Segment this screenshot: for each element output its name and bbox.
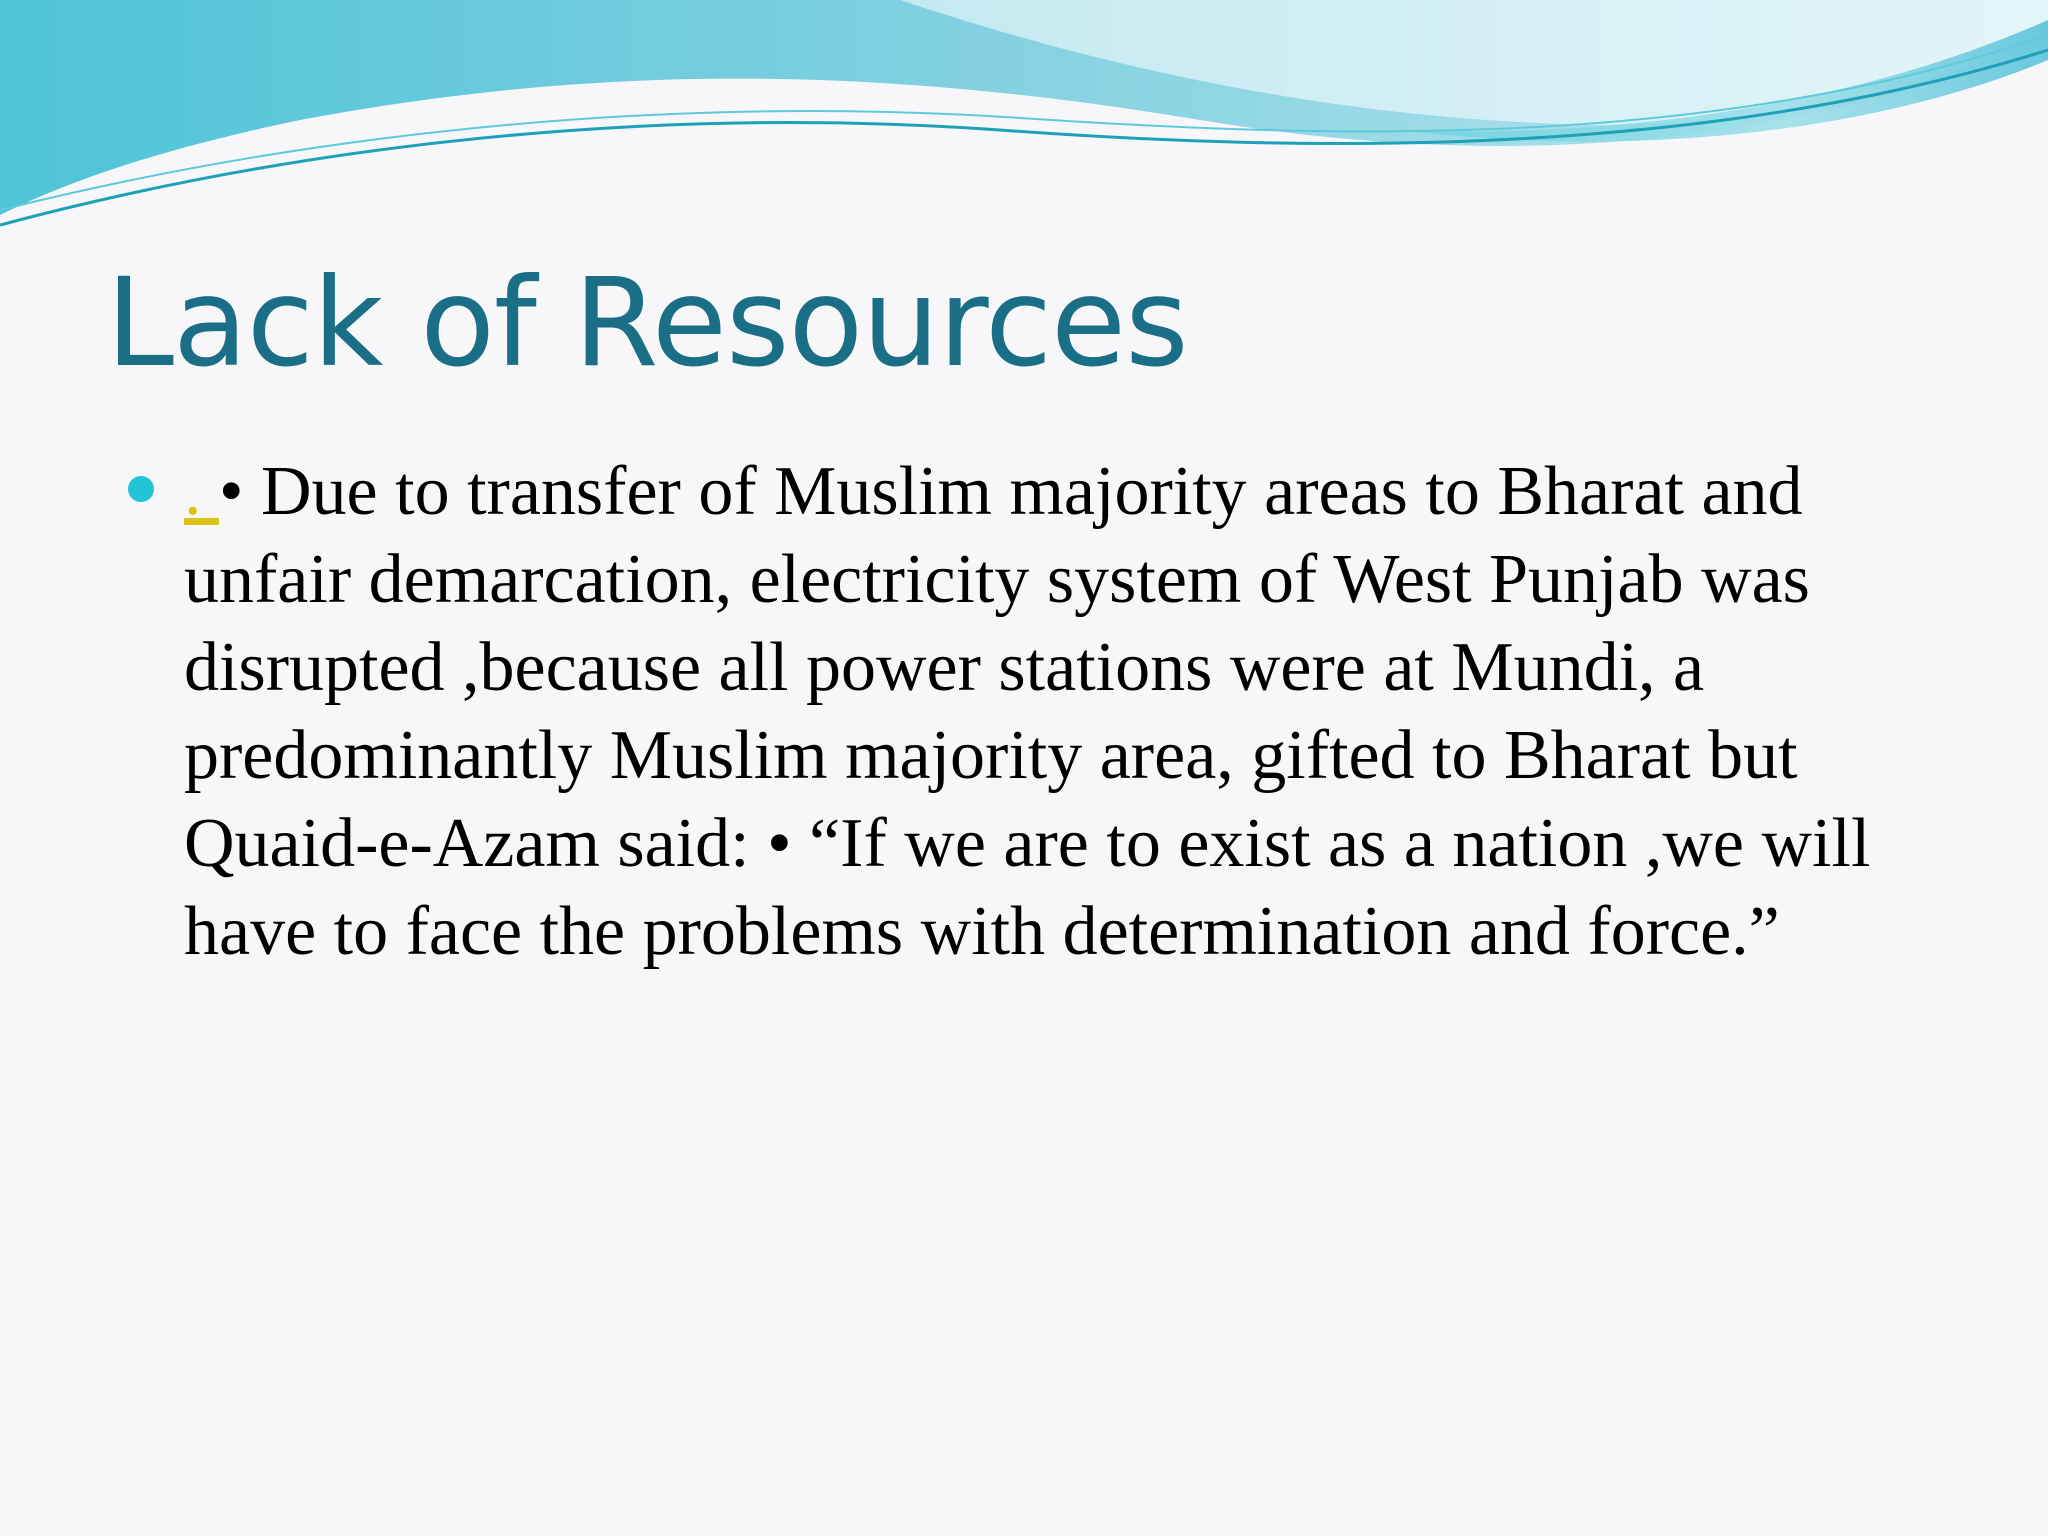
header-wave-decoration: [0, 0, 2048, 240]
bullet-dot-icon: [128, 476, 154, 502]
bullet-text: • Due to transfer of Muslim majority areas to Bharat and unfair demarcation, electricity system of West Punjab was disrupted ,because all power stations were at Mundi, a predominantly Muslim majority area, gifted to Bharat but Quaid-e-Azam said: • “If we are to exist as a nation ,we will have to face the problems with determination and force.”: [184, 453, 1871, 970]
bullet-text-paragraph: [184, 448, 1914, 976]
hyperlink-dot[interactable]: .: [184, 453, 219, 530]
slide-title: Lack of Resources: [106, 252, 1188, 394]
